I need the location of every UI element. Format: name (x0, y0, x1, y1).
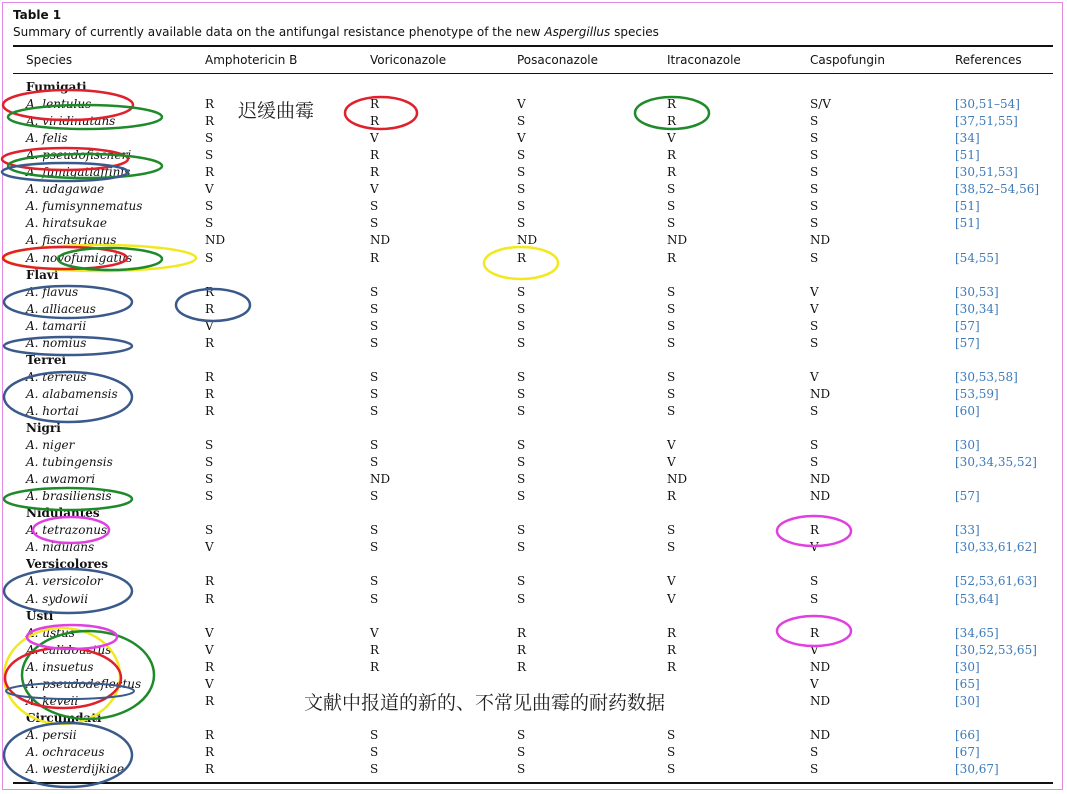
species-name: A. pseudofischeri (26, 148, 132, 162)
phenotype-cell: V (810, 540, 819, 554)
green-circle-brasiliensis (4, 488, 132, 510)
reference-link[interactable]: [30,34] (955, 302, 999, 316)
green-circle-pseudofischeri (8, 154, 162, 178)
phenotype-cell: S (370, 540, 379, 554)
reference-link[interactable]: [30,34,35,52] (955, 455, 1037, 469)
phenotype-cell: R (370, 165, 380, 179)
group-heading: Fumigati (26, 80, 87, 94)
phenotype-cell: R (517, 626, 527, 640)
species-name: A. tamarii (26, 319, 87, 333)
note-bottom: 文献中报道的新的、不常见曲霉的耐药数据 (304, 692, 666, 714)
phenotype-cell: ND (517, 233, 538, 247)
phenotype-cell: V (517, 97, 526, 111)
phenotype-cell: S (517, 165, 526, 179)
navy-circle-terrei (4, 372, 132, 422)
phenotype-cell: R (205, 302, 215, 316)
phenotype-cell: R (517, 660, 527, 674)
phenotype-cell: S (667, 370, 676, 384)
phenotype-cell: S (370, 302, 379, 316)
phenotype-cell: R (205, 114, 215, 128)
reference-link[interactable]: [52,53,61,63] (955, 574, 1037, 588)
phenotype-cell: S (810, 404, 819, 418)
phenotype-cell: R (205, 592, 215, 606)
phenotype-cell: R (667, 148, 677, 162)
phenotype-cell: S (810, 148, 819, 162)
reference-link[interactable]: [51] (955, 148, 980, 162)
phenotype-cell: V (517, 131, 526, 145)
species-name: A. viridinutans (26, 114, 116, 128)
phenotype-cell: S (810, 216, 819, 230)
magenta-circle-tetrazonus (33, 517, 109, 543)
phenotype-cell: R (667, 626, 677, 640)
phenotype-cell: V (205, 540, 214, 554)
reference-link[interactable]: [30,51–54] (955, 97, 1020, 111)
phenotype-cell: S (370, 336, 379, 350)
species-name: A. brasiliensis (26, 489, 112, 503)
phenotype-cell: R (667, 97, 677, 111)
phenotype-cell: S (517, 114, 526, 128)
species-name: A. fischerianus (26, 233, 117, 247)
species-name: A. novofumigatus (26, 251, 133, 265)
phenotype-cell: V (667, 455, 676, 469)
species-name: A. udagawae (26, 182, 105, 196)
phenotype-cell: S (517, 574, 526, 588)
phenotype-cell: S (810, 182, 819, 196)
table-label: Table 1 (13, 8, 62, 22)
group-heading: Versicolores (26, 557, 109, 571)
group-heading: Nidulantes (26, 506, 100, 520)
yellow-circle-posaconazole (484, 247, 558, 279)
phenotype-cell: ND (810, 660, 831, 674)
phenotype-cell: R (517, 643, 527, 657)
phenotype-cell: S (370, 574, 379, 588)
phenotype-cell: S (667, 404, 676, 418)
phenotype-cell: S (810, 336, 819, 350)
phenotype-cell: S (667, 302, 676, 316)
species-name: A. alabamensis (26, 387, 118, 401)
phenotype-cell: S/V (810, 97, 831, 111)
phenotype-cell: V (810, 370, 819, 384)
species-name: A. niger (26, 438, 75, 452)
species-name: A. tubingensis (26, 455, 113, 469)
species-name: A. alliaceus (26, 302, 96, 316)
phenotype-cell: S (205, 438, 214, 452)
species-name: A. insuetus (26, 660, 94, 674)
phenotype-cell: S (667, 523, 676, 537)
phenotype-cell: R (205, 370, 215, 384)
species-name: A. ochraceus (26, 745, 105, 759)
phenotype-cell: ND (810, 694, 831, 708)
phenotype-cell: V (667, 438, 676, 452)
phenotype-cell: R (667, 251, 677, 265)
reference-link[interactable]: [57] (955, 489, 980, 503)
phenotype-cell: S (810, 592, 819, 606)
species-name: A. persii (26, 728, 77, 742)
green-circle-itraconazole (635, 97, 709, 129)
phenotype-cell: S (667, 728, 676, 742)
species-name: A. westerdijkiae (26, 762, 125, 776)
magenta-circle-caspofungin-1 (777, 516, 851, 546)
phenotype-cell: ND (205, 233, 226, 247)
phenotype-cell: S (810, 251, 819, 265)
phenotype-cell: V (205, 677, 214, 691)
phenotype-cell: R (205, 745, 215, 759)
phenotype-cell: S (205, 131, 214, 145)
phenotype-cell: V (205, 319, 214, 333)
phenotype-cell: S (517, 404, 526, 418)
phenotype-cell: V (205, 643, 214, 657)
species-name: A. awamori (26, 472, 96, 486)
navy-circle-nomius (4, 337, 132, 355)
reference-link[interactable]: [51] (955, 199, 980, 213)
reference-link[interactable]: [37,51,55] (955, 114, 1018, 128)
reference-link[interactable]: [30,53] (955, 285, 999, 299)
phenotype-cell: R (205, 404, 215, 418)
group-heading: Terrei (26, 353, 67, 367)
phenotype-cell: R (205, 165, 215, 179)
phenotype-cell: R (810, 626, 820, 640)
navy-circle-versicolores (4, 569, 132, 613)
phenotype-cell: S (810, 319, 819, 333)
phenotype-cell: S (205, 251, 214, 265)
phenotype-cell: S (517, 302, 526, 316)
phenotype-cell: S (517, 472, 526, 486)
phenotype-cell: S (370, 438, 379, 452)
reference-link[interactable]: [53,64] (955, 592, 999, 606)
header-cell: Amphotericin B (205, 53, 298, 67)
reference-link[interactable]: [30] (955, 438, 980, 452)
phenotype-cell: V (370, 131, 379, 145)
reference-link[interactable]: [38,52–54,56] (955, 182, 1040, 196)
phenotype-cell: R (205, 387, 215, 401)
phenotype-cell: S (370, 199, 379, 213)
reference-link[interactable]: [30,51,53] (955, 165, 1018, 179)
group-heading: Circumdati (26, 711, 102, 725)
caption-suffix: species (610, 25, 659, 39)
phenotype-cell: V (810, 677, 819, 691)
reference-link[interactable]: [30,53,58] (955, 370, 1018, 384)
phenotype-cell: S (517, 370, 526, 384)
phenotype-cell: S (370, 489, 379, 503)
phenotype-cell: S (517, 455, 526, 469)
header-cell: Itraconazole (667, 53, 741, 67)
phenotype-cell: R (205, 336, 215, 350)
phenotype-cell: S (810, 199, 819, 213)
species-name: A. tetrazonus (26, 523, 108, 537)
phenotype-cell: R (667, 114, 677, 128)
phenotype-cell: S (370, 523, 379, 537)
navy-circle-circumdati (4, 723, 132, 787)
header-cell: References (955, 53, 1022, 67)
phenotype-cell: R (370, 660, 380, 674)
phenotype-cell: S (667, 319, 676, 333)
phenotype-cell: S (667, 216, 676, 230)
phenotype-cell: S (667, 540, 676, 554)
phenotype-cell: S (810, 574, 819, 588)
phenotype-cell: ND (370, 472, 391, 486)
phenotype-cell: S (205, 472, 214, 486)
species-name: A. nomius (26, 336, 87, 350)
reference-link[interactable]: [65] (955, 677, 980, 691)
phenotype-cell: V (810, 285, 819, 299)
phenotype-cell: V (667, 574, 676, 588)
reference-link[interactable]: [30,67] (955, 762, 999, 776)
phenotype-cell: S (810, 438, 819, 452)
phenotype-cell: S (370, 216, 379, 230)
species-name: A. pseudodeflectus (26, 677, 142, 691)
phenotype-cell: S (667, 199, 676, 213)
phenotype-cell: S (370, 745, 379, 759)
species-name: A. fumisynnematus (26, 199, 143, 213)
phenotype-cell: ND (810, 233, 831, 247)
phenotype-cell: ND (370, 233, 391, 247)
reference-link[interactable]: [67] (955, 745, 980, 759)
phenotype-cell: S (370, 285, 379, 299)
caption-text: Summary of currently available data on the antifungal resistance phenotype of the new (13, 25, 545, 39)
reference-link[interactable]: [57] (955, 319, 980, 333)
phenotype-cell: R (370, 251, 380, 265)
phenotype-cell: ND (810, 387, 831, 401)
phenotype-cell: R (205, 285, 215, 299)
phenotype-cell: ND (667, 233, 688, 247)
phenotype-cell: V (667, 592, 676, 606)
navy-circle-flavus (4, 286, 132, 318)
reference-link[interactable]: [66] (955, 728, 980, 742)
phenotype-cell: S (667, 285, 676, 299)
phenotype-cell: V (667, 131, 676, 145)
phenotype-cell: S (517, 182, 526, 196)
phenotype-cell: S (810, 131, 819, 145)
phenotype-cell: R (205, 728, 215, 742)
species-name: A. ustus (26, 626, 75, 640)
phenotype-cell: S (517, 745, 526, 759)
reference-link[interactable]: [54,55] (955, 251, 999, 265)
phenotype-cell: S (370, 404, 379, 418)
species-name: A. lentulus (26, 97, 92, 111)
phenotype-cell: S (517, 336, 526, 350)
reference-link[interactable]: [53,59] (955, 387, 999, 401)
phenotype-cell: S (517, 592, 526, 606)
phenotype-cell: R (370, 114, 380, 128)
species-name: A. hiratsukae (26, 216, 107, 230)
phenotype-cell: S (205, 489, 214, 503)
phenotype-cell: S (517, 285, 526, 299)
group-heading: Usti (26, 609, 54, 623)
reference-link[interactable]: [57] (955, 336, 980, 350)
phenotype-cell: S (810, 745, 819, 759)
phenotype-cell: V (370, 626, 379, 640)
reference-link[interactable]: [51] (955, 216, 980, 230)
phenotype-cell: R (205, 97, 215, 111)
phenotype-cell: R (667, 643, 677, 657)
reference-link[interactable]: [60] (955, 404, 980, 418)
phenotype-cell: S (810, 165, 819, 179)
phenotype-cell: S (667, 745, 676, 759)
phenotype-cell: S (370, 387, 379, 401)
species-name: A. nidulans (26, 540, 95, 554)
header-cell: Species (26, 53, 73, 67)
phenotype-cell: S (517, 728, 526, 742)
phenotype-cell: S (517, 199, 526, 213)
phenotype-cell: S (370, 728, 379, 742)
phenotype-cell: S (370, 370, 379, 384)
species-name: A. versicolor (26, 574, 103, 588)
phenotype-cell: S (205, 148, 214, 162)
phenotype-cell: R (370, 97, 380, 111)
header-cell: Posaconazole (517, 53, 599, 67)
phenotype-cell: S (810, 114, 819, 128)
phenotype-cell: S (517, 540, 526, 554)
phenotype-cell: S (370, 592, 379, 606)
reference-link[interactable]: [34] (955, 131, 980, 145)
phenotype-cell: ND (667, 472, 688, 486)
phenotype-cell: S (667, 387, 676, 401)
phenotype-cell: ND (810, 728, 831, 742)
phenotype-cell: S (517, 523, 526, 537)
reference-link[interactable]: [33] (955, 523, 980, 537)
phenotype-cell: R (205, 762, 215, 776)
phenotype-cell: R (370, 148, 380, 162)
header-cell: Caspofungin (810, 53, 885, 67)
phenotype-cell: V (205, 626, 214, 640)
phenotype-cell: S (205, 455, 214, 469)
magenta-circle-caspofungin-2 (777, 616, 851, 646)
phenotype-cell: R (667, 660, 677, 674)
phenotype-cell: R (517, 251, 527, 265)
species-name: A. fumigatiaffinis (26, 165, 131, 179)
phenotype-cell: R (205, 574, 215, 588)
group-heading: Flavi (26, 268, 59, 282)
phenotype-cell: S (517, 319, 526, 333)
phenotype-cell: R (667, 165, 677, 179)
navy-circle-amphotericin (176, 289, 250, 321)
phenotype-cell: S (517, 148, 526, 162)
species-name: A. keveii (26, 694, 79, 708)
reference-link[interactable]: [30,52,53,65] (955, 643, 1037, 657)
phenotype-cell: S (517, 438, 526, 452)
species-name: A. hortai (26, 404, 79, 418)
phenotype-cell: S (667, 182, 676, 196)
reference-link[interactable]: [30] (955, 694, 980, 708)
phenotype-cell: S (370, 319, 379, 333)
phenotype-cell: ND (810, 489, 831, 503)
phenotype-cell: S (517, 762, 526, 776)
phenotype-cell: S (205, 523, 214, 537)
phenotype-cell: S (517, 489, 526, 503)
header-cell: Voriconazole (370, 53, 447, 67)
red-circle-voriconazole (345, 97, 417, 129)
phenotype-cell: R (370, 643, 380, 657)
species-name: A. calidoustus (26, 643, 112, 657)
phenotype-cell: S (810, 455, 819, 469)
reference-link[interactable]: [30] (955, 660, 980, 674)
reference-link[interactable]: [34,65] (955, 626, 999, 640)
phenotype-cell: S (370, 762, 379, 776)
phenotype-cell: S (205, 199, 214, 213)
phenotype-cell: R (810, 523, 820, 537)
group-heading: Nigri (26, 421, 61, 435)
species-name: A. sydowii (26, 592, 89, 606)
phenotype-cell: S (370, 455, 379, 469)
phenotype-cell: S (517, 216, 526, 230)
phenotype-cell: R (205, 694, 215, 708)
phenotype-cell: S (810, 762, 819, 776)
phenotype-cell: V (205, 182, 214, 196)
phenotype-cell: S (667, 762, 676, 776)
phenotype-cell: R (667, 489, 677, 503)
phenotype-cell: S (667, 336, 676, 350)
phenotype-cell: V (370, 182, 379, 196)
phenotype-cell: ND (810, 472, 831, 486)
species-name: A. felis (26, 131, 68, 145)
species-name: A. flavus (26, 285, 79, 299)
reference-link[interactable]: [30,33,61,62] (955, 540, 1037, 554)
phenotype-cell: V (810, 643, 819, 657)
phenotype-cell: S (205, 216, 214, 230)
species-name: A. terreus (26, 370, 87, 384)
phenotype-cell: S (517, 387, 526, 401)
caption-genus: Aspergillus (544, 25, 611, 39)
phenotype-cell: R (205, 660, 215, 674)
phenotype-cell: V (810, 302, 819, 316)
note-top: 迟缓曲霉 (238, 100, 315, 122)
